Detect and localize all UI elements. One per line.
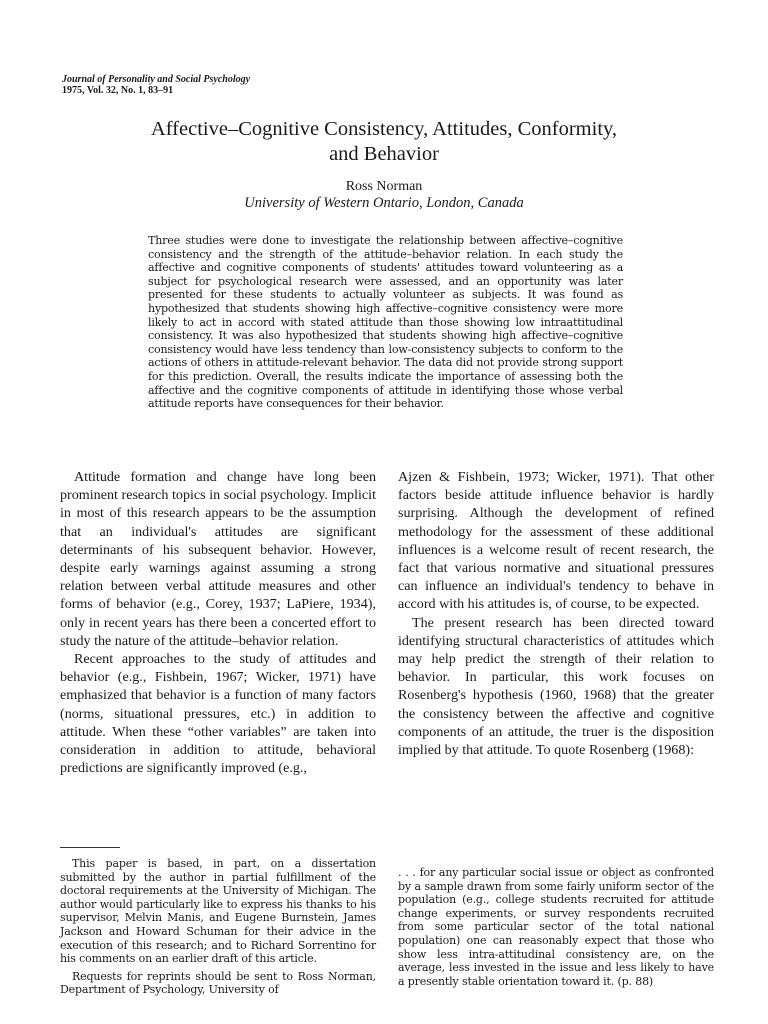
footnote-paragraph: This paper is based, in part, on a dissertation submitted by the author in partial fulfillment of the doctoral requirements at the University of Michigan. The author would particularly like to express his thanks to his supervisor, Melvin Manis, and Eugene Burnstein, James Jackson and Howard Schuman for their advice in the execution of this research; and to Richard Sorrentino for his comments on an earlier draft of this article. <box>60 857 376 966</box>
body-column-right <box>398 468 714 759</box>
abstract: Three studies were done to investigate the relationship between affective–cognitive consistency and the strength of the attitude–behavior relation. In each study the affective and cognitive components of students' attitudes toward volunteering as a subject for psychological research were assessed, and an opportunity was later presented for these students to actually volunteer as subjects. It was found as hypothesized that students showing high affective–cognitive consistency were more likely to act in accord with stated attitude than those showing low intraattitudinal consistency. It was also hypothesized that students showing high affective–cognitive consistency would have less tendency than low-consistency subjects to conform to the actions of others in attitude-relevant behavior. The data did not provide strong support for this prediction. Overall, the results indicate the importance of assessing both the affective and the cognitive components of attitude in identifying those whose verbal attitude reports have consequences for their behavior. <box>148 234 623 411</box>
body-paragraph: The present research has been directed toward identifying structural characteristics of attitudes which may help predict the strength of their relation to behavior. In particular, this work focuses on Rosenberg's hypothesis (1960, 1968) that the greater the consistency between the affective and cognitive components of an attitude, the truer is the disposition implied by that attitude. To quote Rosenberg (1968): <box>398 614 714 759</box>
title-line-2: and Behavior <box>329 143 439 165</box>
article-title <box>60 117 708 167</box>
footnote-divider <box>60 847 120 848</box>
block-quote <box>398 866 714 988</box>
body-column-left <box>60 468 376 777</box>
journal-volume: 1975, Vol. 32, No. 1, 83–91 <box>62 85 174 96</box>
quote-text: . . . for any particular social issue or object as confronted by a sample drawn from some fairly uniform sector of the population (e.g., college students recruited for attitude change experiments, or survey respondents recruited from some particular sector of the total national population) one can reasonably expect that those who show less intra-attitudinal consistency are, on the average, less invested in the issue and less likely to have a presently stable orientation toward it. (p. 88) <box>398 866 714 988</box>
journal-header <box>62 74 250 96</box>
author-affiliation: University of Western Ontario, London, Canada <box>244 195 524 211</box>
journal-name: Journal of Personality and Social Psychology <box>62 74 251 85</box>
footnote <box>60 857 376 1001</box>
body-paragraph: Recent approaches to the study of attitudes and behavior (e.g., Fishbein, 1967; Wicker, 1971) have emphasized that behavior is a function of many factors (norms, situational pressures, etc.) in addition to attitude. When these “other variables” are taken into consideration in addition to attitude, behavioral predictions are significantly improved (e.g., <box>60 651 376 777</box>
body-paragraph: Ajzen & Fishbein, 1973; Wicker, 1971). That other factors beside attitude influence behavior is hardly surprising. Although the development of refined methodology for the assessment of these additional influences is a welcome result of recent research, the fact that various normative and situational pressures can influence an individual's tendency to behave in accord with his attitudes is, of course, to be expected. <box>398 469 714 613</box>
footnote-paragraph: Requests for reprints should be sent to Ross Norman, Department of Psychology, University of <box>60 969 376 997</box>
author-name: Ross Norman <box>345 179 423 194</box>
title-line-1: Affective–Cognitive Consistency, Attitudes, Conformity, <box>150 118 618 140</box>
body-paragraph: Attitude formation and change have long been prominent research topics in social psychology. Implicit in most of this research appears to be the assumption that an individual's attitudes are significant determinants of his subsequent behavior. However, despite early warnings against assuming a strong relation between verbal attitude measures and other forms of behavior (e.g., Corey, 1937; LaPiere, 1934), only in recent years has there been a concerted effort to study the nature of the attitude–behavior relation. <box>60 469 376 649</box>
